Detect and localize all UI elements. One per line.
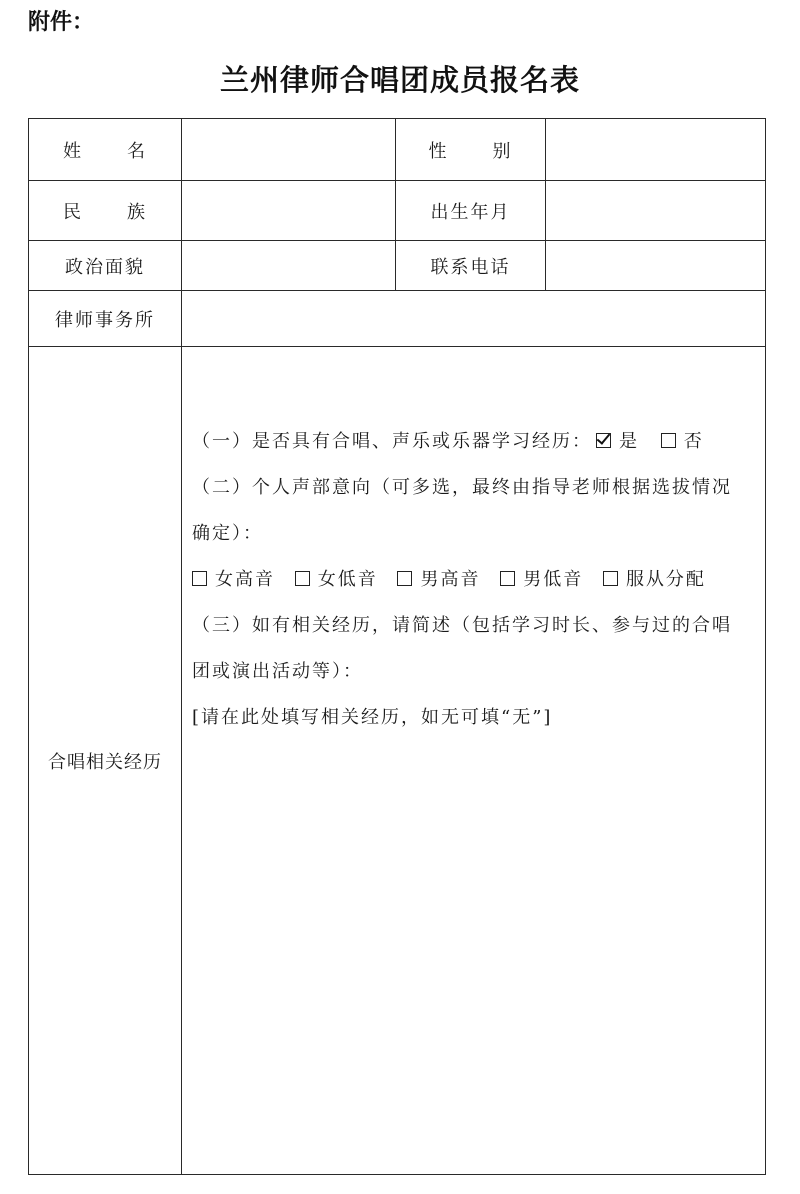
- alto-label: 女低音: [317, 569, 378, 590]
- birth-input-cell[interactable]: [546, 181, 766, 241]
- political-label: 政治面貌: [29, 241, 182, 291]
- question-2-line-1: （二）个人声部意向（可多选，最终由指导老师根据选拔情况: [192, 477, 732, 498]
- question-1-text: （一）是否具有合唱、声乐或乐器学习经历：: [192, 431, 592, 452]
- alto-checkbox[interactable]: [295, 571, 310, 586]
- yes-checkbox-checked[interactable]: [596, 433, 611, 448]
- question-3-line-1: （三）如有相关经历，请简述（包括学习时长、参与过的合唱: [192, 615, 732, 636]
- row-name-gender: [29, 119, 766, 181]
- row-political-phone: [29, 241, 766, 291]
- ethnicity-label-part2: 族: [127, 201, 147, 223]
- question-1-line: [192, 419, 757, 465]
- tenor-checkbox[interactable]: [397, 571, 412, 586]
- name-label-part2: 名: [127, 140, 147, 162]
- yes-option-label: 是: [619, 431, 639, 452]
- soprano-label: 女高音: [215, 569, 275, 590]
- birth-label: 出生年月: [396, 181, 546, 241]
- voice-options-line: [192, 557, 757, 603]
- gender-label-part1: 性: [428, 140, 449, 162]
- tenor-label: 男高音: [420, 569, 481, 590]
- name-label-cell: [29, 119, 182, 181]
- experience-placeholder: [请在此处填写相关经历，如无可填“无”]: [192, 707, 553, 728]
- ethnicity-label-part1: 民: [63, 201, 83, 223]
- form-title: 兰州律师合唱团成员报名表: [219, 63, 580, 97]
- gender-label-part2: 别: [492, 140, 513, 162]
- bass-label: 男低音: [523, 569, 584, 590]
- registration-form-table: [28, 118, 766, 1175]
- no-checkbox[interactable]: [661, 433, 676, 448]
- bass-checkbox[interactable]: [500, 571, 515, 586]
- political-input-cell[interactable]: [182, 241, 396, 291]
- row-experience: [29, 347, 766, 1175]
- ethnicity-input-cell[interactable]: [182, 181, 396, 241]
- no-option-label: 否: [683, 431, 704, 452]
- experience-content: [182, 347, 765, 741]
- ethnicity-label-cell: [29, 181, 182, 241]
- firm-label: 律师事务所: [29, 291, 182, 347]
- firm-input-cell[interactable]: [182, 291, 766, 347]
- row-ethnicity-birth: [29, 181, 766, 241]
- experience-label: 合唱相关经历: [29, 347, 182, 1175]
- question-3-line-2: 团或演出活动等）：: [192, 661, 363, 682]
- name-label-part1: 姓: [63, 140, 83, 162]
- attachment-label: 附件：: [28, 10, 95, 35]
- phone-input-cell[interactable]: [546, 241, 766, 291]
- soprano-checkbox[interactable]: [192, 571, 207, 586]
- gender-input-cell[interactable]: [546, 119, 766, 181]
- experience-content-cell[interactable]: [182, 347, 766, 1175]
- follow-assignment-checkbox[interactable]: [603, 571, 618, 586]
- name-input-cell[interactable]: [182, 119, 396, 181]
- row-law-firm: [29, 291, 766, 347]
- gender-label-cell: [396, 119, 546, 181]
- follow-assignment-label: 服从分配: [625, 569, 706, 590]
- phone-label: 联系电话: [396, 241, 546, 291]
- question-2-line-2: 确定）：: [192, 523, 263, 544]
